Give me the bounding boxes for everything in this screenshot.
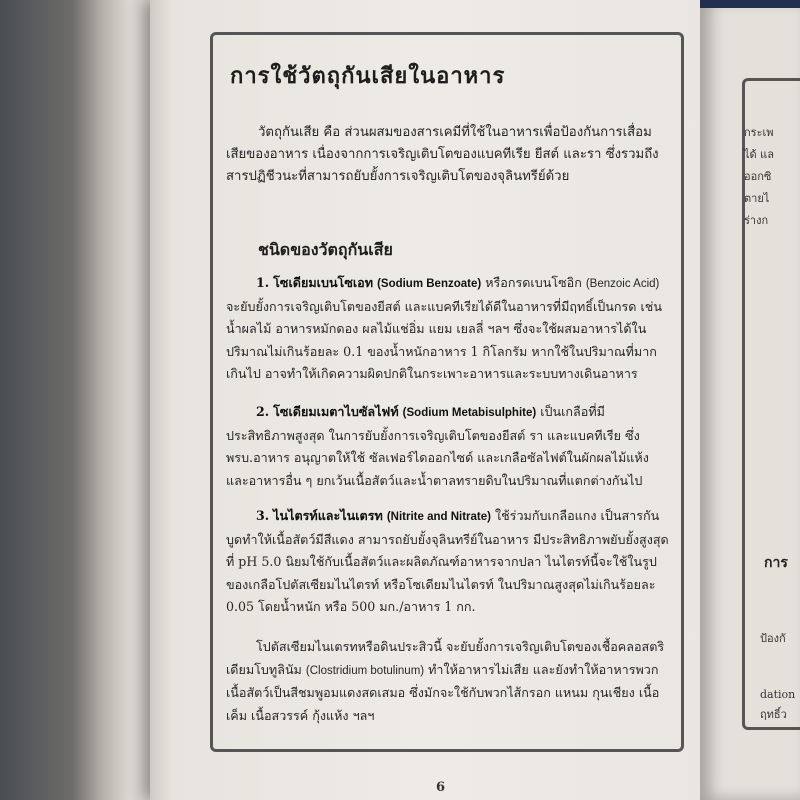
item-name-en: (Sodium Metabisulphite) [402, 407, 537, 419]
item-name-th: โซเดียมเบนโซเอท [273, 275, 374, 290]
list-item [226, 401, 672, 492]
outro-text: ทำให้อาหารไม่เสีย และยังทำให้อาหารพวกเนื้อสัตว์เป็นสีชมพูอมแดงสดเสมอ ซึ่งมักจะใช้กับพวกไส้กรอก แหนม กุนเชียง เนื้อเค็ม เนื้อสวรรค์ กุ้งแห้ง ฯลฯ [226, 661, 660, 723]
page-title: การใช้วัตถุกันเสียในอาหาร [230, 63, 506, 89]
right-page-text: ร่างก [744, 214, 769, 227]
item-number: 2. [256, 404, 270, 419]
right-page-text: ป้องกั [760, 632, 786, 645]
item-name-th: โซเดียมเมตาไบซัลไฟท์ [273, 404, 399, 419]
item-text: จะยับยั้งการเจริญเติบโตของยีสต์ และแบคทีเรียได้ดีในอาหารที่มีฤทธิ์เป็นกรด เช่น น้ำผลไม้ อาหารหมักดอง ผลไม้แช่อิ่ม แยม เยลลี่ ฯลฯ ซึ่งจะใช้ผสมอาหารได้ในปริมาณไม่เกินร้อยละ 0.1 ของน้ำหนักอาหาร 1 กิโลกรัม หากใช้ในปริมาณที่มากเกินไป อาจทำให้เกิดความผิดปกติในกระเพาะอาหารและระบบทางเดินอาหาร [226, 298, 662, 381]
right-page-text: ฤทธิ์ว [760, 708, 787, 721]
page-number: 6 [436, 780, 446, 795]
outro-text: โปตัสเซียมไนเตรทหรือดินประสิวนี้ จะยับยั้งการเจริญเติบโตของเชื้อคลอสตริเดียมโบทูลินัม [226, 639, 665, 677]
right-page-text: ได้ แล [744, 148, 775, 161]
item-number: 3. [256, 508, 270, 523]
list-item [226, 505, 672, 619]
item-name-th: ไนไตรท์และไนเตรท [273, 508, 383, 523]
item-text-en: (Benzoic Acid) [585, 278, 660, 290]
book-cover-edge [700, 0, 800, 8]
right-page-text: กระเพ [744, 126, 774, 139]
item-text: ใช้ร่วมกับเกลือแกง เป็นสารกันบูดทำให้เนื้อสัตว์มีสีแดง สามารถยับยั้งจุลินทรีย์ในอาหาร มีประสิทธิภาพยับยั้งสูงสุดที่ pH 5.0 นิยมใช้กับเนื้อสัตว์และผลิตภัณฑ์อาหารจากปลา ไนไตรท์นี้จะใช้ในรูปของเกลือโปตัสเซียมไนไตรท์ หรือโซเดียมไนไตรท์ ในปริมาณสูงสุดไม่เกินร้อยละ 0.05 โดยน้ำหนัก หรือ 500 มก./อาหาร 1 กก. [226, 508, 669, 614]
right-page-text: ออกซิ [744, 170, 772, 183]
right-page-heading: การ [764, 555, 788, 571]
item-text: เป็นเกลือที่มีประสิทธิภาพสูงสุด ในการยับยั้งการเจริญเติบโตของยีสต์ รา และแบคทีเรีย ซึ่งพรบ.อาหาร อนุญาตให้ใช้ ซัลเฟอร์ไดออกไซด์ และเกลือซัลไฟต์ในผักผลไม้แห้ง และอาหารอื่น ๆ ยกเว้นเนื้อสัตว์และน้ำตาลทรายดิบในปริมาณที่แตกต่างกันไป [226, 404, 649, 488]
item-number: 1. [256, 275, 270, 290]
right-page-text: dation [760, 688, 796, 701]
outro-text-en: (Clostridium botulinum) [305, 664, 425, 677]
item-name-en: (Sodium Benzoate) [377, 278, 482, 290]
right-page-text: ตายไ [744, 192, 770, 205]
intro-paragraph: วัตถุกันเสีย คือ ส่วนผสมของสารเคมีที่ใช้ในอาหารเพื่อป้องกันการเสื่อมเสียของอาหาร เนื่องจากการเจริญเติบโตของแบคทีเรีย ยีสต์ และรา ซึ่งรวมถึงสารปฏิชีวนะที่สามารถยับยั้งการเจริญเติบโตของจุลินทรีย์ด้วย [226, 125, 659, 184]
item-name-en: (Nitrite and Nitrate) [386, 511, 491, 523]
list-item [226, 272, 672, 386]
section-subheading: ชนิดของวัตถุกันเสีย [258, 240, 393, 259]
item-text: หรือกรดเบนโซอิก [485, 275, 582, 290]
closing-paragraph [226, 636, 672, 727]
